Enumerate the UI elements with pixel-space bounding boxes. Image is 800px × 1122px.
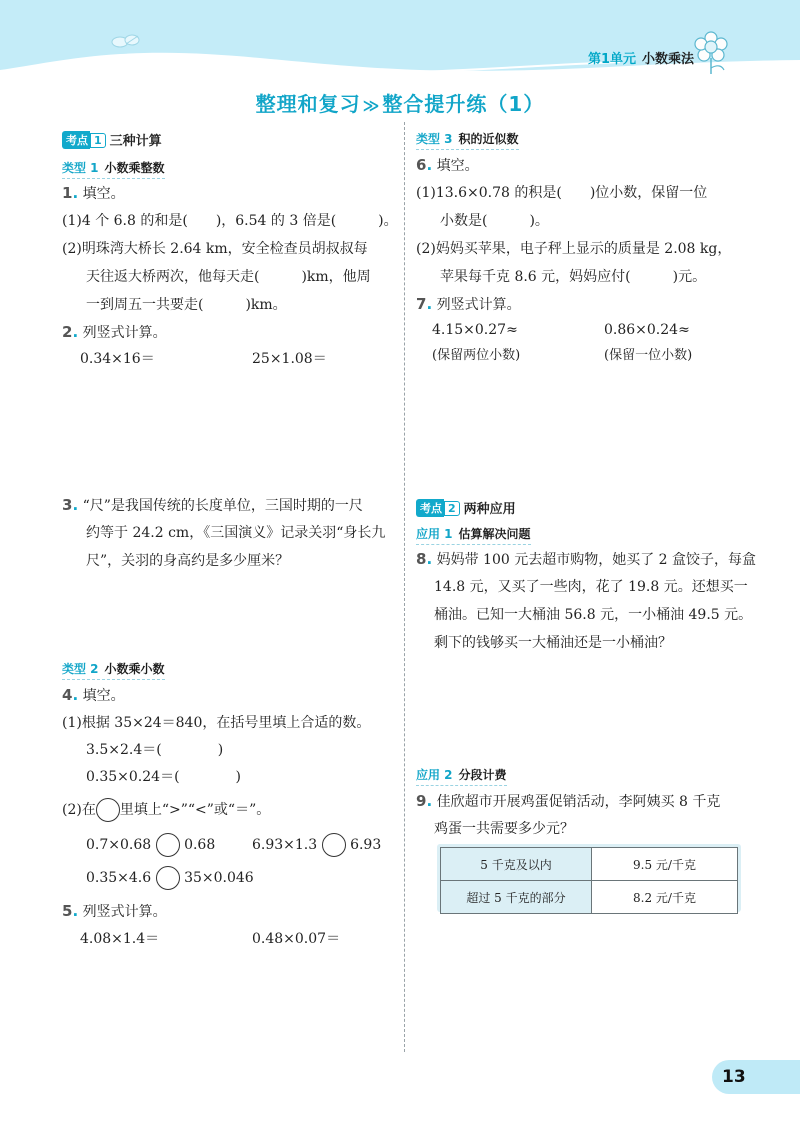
question-1-part2-line1: (2)明珠湾大桥长 2.64 km，安全检查员胡叔叔每 [62,241,368,257]
compare-right: 35×0.046 [184,870,254,886]
application-label: 应用 1 [416,527,453,541]
compare-row-2 [86,866,254,890]
question-number: 2. [62,323,79,341]
question-6-stem [416,156,479,175]
kaodian-badge: 考点 [62,131,90,149]
table-row [441,881,738,914]
question-7-note-2: (保留一位小数) [604,348,693,363]
kaodian-name: 三种计算 [109,134,162,149]
question-number: 4. [62,686,79,704]
question-2-expr-2: 25×1.08＝ [252,351,327,367]
line-text: “尺”是我国传统的长度单位，三国时期的一尺 [82,498,363,514]
table-cell: 8.2 元/千克 [592,881,738,914]
table-cell: 9.5 元/千克 [592,848,738,881]
question-9-line1 [416,792,720,811]
type-3-header [416,130,519,150]
question-number: 3. [62,496,79,514]
type-2-header [62,660,165,680]
question-8-line4: 剩下的钱够买一大桶油还是一小桶油？ [434,635,672,651]
stem-text: 填空。 [436,158,479,174]
unit-label: 第1单元 [588,52,637,67]
answer-circle[interactable] [156,866,180,890]
type-name: 积的近似数 [458,132,519,146]
stem-text: 列竖式计算。 [436,297,521,313]
question-7-expr-2: 0.86×0.24≈ [604,322,690,338]
question-6-part2-line2: 苹果每千克 8.6 元，妈妈应付( )元。 [440,269,707,285]
type-label: 类型 1 [62,161,99,175]
table-row [441,848,738,881]
question-5-expr-2: 0.48×0.07＝ [252,931,341,947]
flower-icon [688,28,734,76]
question-5-stem [62,902,167,921]
kaodian-number: 1 [90,133,106,148]
unit-tag [588,48,694,67]
table-cell: 5 千克及以内 [441,848,592,881]
kaodian-1-header [62,130,162,149]
compare-row-1b [252,833,381,857]
answer-circle[interactable] [322,833,346,857]
question-4-part1: (1)根据 35×24＝840，在括号里填上合适的数。 [62,715,371,731]
question-number: 5. [62,902,79,920]
question-5-expr-1: 4.08×1.4＝ [80,931,160,947]
title-part2: 整合提升练（1） [382,92,545,116]
question-6-part2-line1: (2)妈妈买苹果，电子秤上显示的质量是 2.08 kg， [416,241,732,257]
butterfly-icon [108,30,148,52]
line-text: 佳欣超市开展鸡蛋促销活动，李阿姨买 8 千克 [436,794,721,810]
stem-text: 列竖式计算。 [82,325,167,341]
stem-text: 列竖式计算。 [82,904,167,920]
stem-text: 填空。 [82,688,125,704]
question-8-line3: 桶油。已知一大桶油 56.8 元，一小桶油 49.5 元。 [434,607,753,623]
question-4-part2 [62,798,270,822]
application-name: 分段计费 [458,768,507,782]
compare-right: 0.68 [184,837,216,853]
question-number: 6. [416,156,433,174]
kaodian-number: 2 [444,501,460,516]
question-3-line1 [62,496,363,515]
application-label: 应用 2 [416,768,453,782]
type-name: 小数乘整数 [104,161,165,175]
question-6-part1-line1: (1)13.6×0.78 的积是( )位小数，保留一位 [416,185,708,201]
column-divider [404,122,405,1052]
question-7-note-1: (保留两位小数) [432,348,521,363]
application-name: 估算解决问题 [458,527,531,541]
question-4-expr-1: 3.5×2.4＝( ) [86,742,224,758]
question-number: 1. [62,184,79,202]
page-title [0,88,800,117]
compare-left: 0.35×4.6 [86,870,152,886]
question-7-expr-1: 4.15×0.27≈ [432,322,518,338]
question-3-line2: 约等于 24.2 cm，《三国演义》记录关羽“身长九 [86,525,386,541]
answer-circle[interactable] [156,833,180,857]
type-label: 类型 3 [416,132,453,146]
answer-circle[interactable] [96,798,120,822]
compare-row-1a [86,833,215,857]
question-7-stem [416,295,521,314]
title-part1: 整理和复习 [255,92,361,116]
question-8-line1 [416,550,756,569]
question-number: 9. [416,792,433,810]
kaodian-name: 两种应用 [463,502,516,517]
part2-suffix: 里填上“>”“<”或“＝”。 [119,802,271,818]
question-9-line2: 鸡蛋一共需要多少元？ [434,821,574,837]
compare-left: 0.7×0.68 [86,837,152,853]
part2-prefix: (2)在 [62,802,96,818]
table-cell: 超过 5 千克的部分 [441,881,592,914]
type-label: 类型 2 [62,662,99,676]
question-number: 8. [416,550,433,568]
question-1-part2-line2: 天往返大桥两次，他每天走( )km，他周 [86,269,371,285]
type-1-header [62,159,165,179]
question-6-part1-line2: 小数是( )。 [440,213,549,229]
price-table [440,847,738,914]
question-4-expr-2: 0.35×0.24＝( ) [86,769,241,785]
question-1-part1: (1)4 个 6.8 的和是( )，6.54 的 3 倍是( )。 [62,213,398,229]
question-2-stem [62,323,167,342]
kaodian-2-header [416,498,516,517]
page-number: 13 [722,1067,746,1087]
type-name: 小数乘小数 [104,662,165,676]
compare-right: 6.93 [350,837,382,853]
kaodian-badge: 考点 [416,499,444,517]
question-4-stem [62,686,125,705]
unit-topic: 小数乘法 [642,52,695,67]
question-3-line3: 尺”，关羽的身高约是多少厘米？ [86,553,290,569]
compare-left: 6.93×1.3 [252,837,318,853]
line-text: 妈妈带 100 元去超市购物，她买了 2 盒饺子，每盒 [436,552,757,568]
stem-text: 填空。 [82,186,125,202]
question-number: 7. [416,295,433,313]
application-2-header [416,766,507,786]
application-1-header [416,525,531,545]
title-separator: ≫ [362,96,381,115]
question-1-stem [62,184,125,203]
question-1-part2-line3: 一到周五一共要走( )km。 [86,297,287,313]
question-2-expr-1: 0.34×16＝ [80,351,155,367]
question-8-line2: 14.8 元，又买了一些肉，花了 19.8 元。还想买一 [434,579,748,595]
